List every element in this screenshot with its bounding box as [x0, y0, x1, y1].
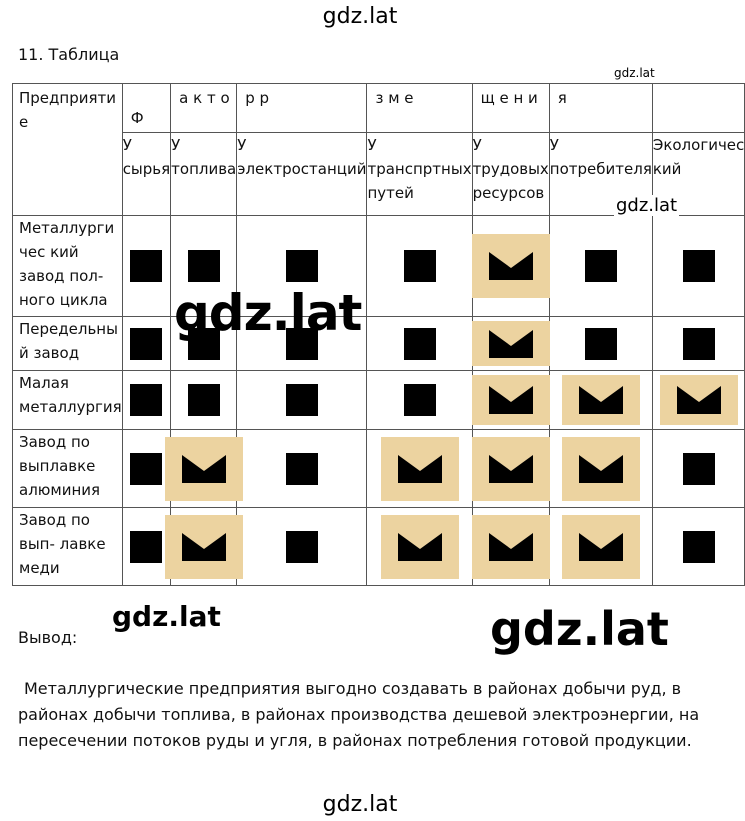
- check-mark-icon: [472, 375, 550, 425]
- factor-header-part: з м е: [367, 84, 472, 133]
- task-heading: 11. Таблица: [18, 45, 120, 64]
- check-mark-icon: [472, 437, 550, 501]
- check-mark-icon: [660, 375, 738, 425]
- check-mark-cell: [652, 371, 744, 430]
- table-row: [13, 508, 745, 586]
- factor-header-part: а к т о: [171, 84, 237, 133]
- check-mark-cell: [549, 371, 652, 430]
- square-mark-icon: [286, 384, 318, 416]
- square-mark-cell: [549, 317, 652, 371]
- square-mark-cell: [367, 216, 472, 317]
- check-mark-cell: [549, 430, 652, 508]
- conclusion-label: Вывод:: [18, 628, 78, 647]
- square-mark-icon: [683, 328, 715, 360]
- factor-header-part: я: [549, 84, 652, 133]
- square-mark-cell: [122, 371, 170, 430]
- square-mark-icon: [404, 250, 436, 282]
- square-mark-icon: [188, 250, 220, 282]
- check-mark-cell: [549, 508, 652, 586]
- square-mark-icon: [188, 384, 220, 416]
- factor-raw: У сырья: [122, 133, 170, 216]
- watermark-left: gdz.lat: [112, 600, 221, 633]
- square-mark-cell: [652, 508, 744, 586]
- check-mark-icon: [562, 375, 640, 425]
- conclusion-text: Металлургические предприятия выгодно создавать в районах добычи руд, в районах добычи топлива, в районах производства дешевой электроэнергии, на пересечении потоков руды и угля, в районах потребления готовой продукции.: [18, 679, 700, 750]
- enterprise-name: Завод по вып- лавке меди: [13, 508, 123, 586]
- square-mark-cell: [237, 371, 367, 430]
- factor-power: У электростанций: [237, 133, 367, 216]
- enterprise-name: Передельны й завод: [13, 317, 123, 371]
- square-mark-icon: [130, 328, 162, 360]
- table-row: [13, 317, 745, 371]
- check-mark-icon: [381, 437, 459, 501]
- check-mark-cell: [367, 430, 472, 508]
- square-mark-cell: [367, 317, 472, 371]
- square-mark-icon: [683, 531, 715, 563]
- check-mark-cell: [171, 508, 237, 586]
- check-mark-icon: [562, 515, 640, 579]
- watermark-bottom: gdz.lat: [322, 792, 398, 817]
- square-mark-cell: [652, 216, 744, 317]
- check-mark-cell: [472, 430, 549, 508]
- square-mark-icon: [130, 250, 162, 282]
- check-mark-icon: [381, 515, 459, 579]
- check-mark-cell: [171, 430, 237, 508]
- factor-ecology: Экологичес кий: [652, 133, 744, 216]
- square-mark-cell: [652, 430, 744, 508]
- table-row: [13, 430, 745, 508]
- square-mark-cell: [122, 508, 170, 586]
- square-mark-icon: [683, 453, 715, 485]
- factor-consumer: У потребителя: [549, 133, 652, 216]
- table-row: [13, 216, 745, 317]
- watermark-small: gdz.lat: [614, 66, 655, 80]
- square-mark-cell: [122, 430, 170, 508]
- watermark-top: gdz.lat: [322, 4, 398, 29]
- square-mark-icon: [286, 453, 318, 485]
- square-mark-cell: [237, 508, 367, 586]
- square-mark-icon: [404, 328, 436, 360]
- table-row: [13, 371, 745, 430]
- factors-table: [12, 83, 745, 586]
- square-mark-cell: [171, 371, 237, 430]
- check-mark-cell: [367, 508, 472, 586]
- check-mark-icon: [472, 515, 550, 579]
- square-mark-icon: [404, 384, 436, 416]
- check-mark-icon: [165, 437, 243, 501]
- check-mark-cell: [472, 371, 549, 430]
- square-mark-cell: [549, 216, 652, 317]
- square-mark-icon: [585, 250, 617, 282]
- check-mark-icon: [165, 515, 243, 579]
- header-row-factors: [13, 84, 745, 133]
- check-mark-icon: [562, 437, 640, 501]
- square-mark-cell: [367, 371, 472, 430]
- watermark-right: gdz.lat: [490, 602, 669, 656]
- enterprise-name: Металлурги чес кий завод пол- ного цикла: [13, 216, 123, 317]
- check-mark-cell: [472, 216, 549, 317]
- check-mark-cell: [472, 317, 549, 371]
- square-mark-icon: [585, 328, 617, 360]
- square-mark-cell: [237, 430, 367, 508]
- factor-fuel: У топлива: [171, 133, 237, 216]
- factor-header-part: щ е н и: [472, 84, 549, 133]
- square-mark-icon: [130, 384, 162, 416]
- enterprise-name: Малая металлургия: [13, 371, 123, 430]
- square-mark-icon: [286, 250, 318, 282]
- check-mark-cell: [472, 508, 549, 586]
- watermark-mid: gdz.lat: [616, 195, 678, 216]
- square-mark-icon: [286, 531, 318, 563]
- square-mark-cell: [122, 317, 170, 371]
- square-mark-icon: [130, 531, 162, 563]
- check-mark-icon: [472, 234, 550, 298]
- square-mark-icon: [683, 250, 715, 282]
- factor-transport: У транспртных путей: [367, 133, 472, 216]
- check-mark-icon: [472, 321, 550, 366]
- factor-labor: У трудовых ресурсов: [472, 133, 549, 216]
- factor-header-part: р р: [237, 84, 367, 133]
- square-mark-cell: [122, 216, 170, 317]
- square-mark-cell: [652, 317, 744, 371]
- factor-header-part: Ф: [122, 84, 170, 133]
- watermark-big: gdz.lat: [174, 284, 362, 342]
- corner-header: Предприяти е: [13, 84, 123, 216]
- square-mark-icon: [130, 453, 162, 485]
- enterprise-name: Завод по выплавке алюминия: [13, 430, 123, 508]
- factor-header-part: [652, 84, 744, 133]
